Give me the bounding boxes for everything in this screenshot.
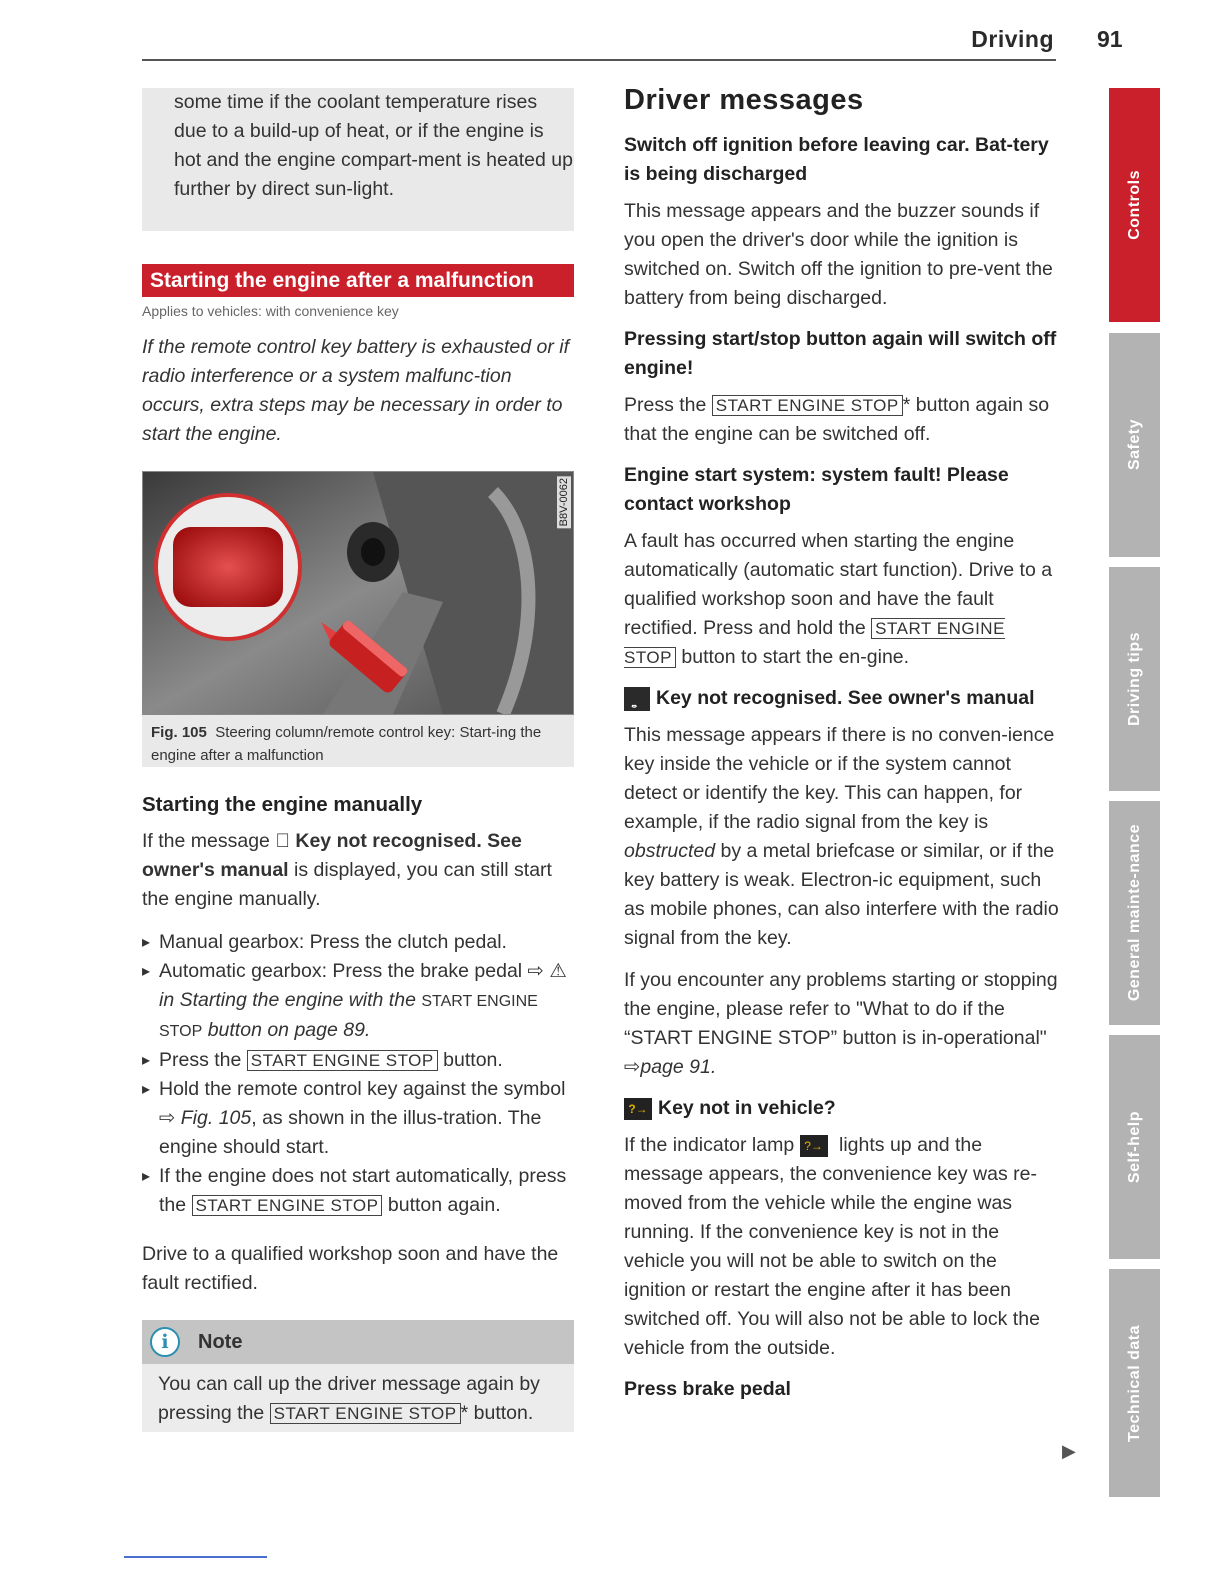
tab-self-help[interactable] (1109, 1035, 1160, 1259)
text-span: button to start the en-gine. (681, 646, 910, 668)
text-span: If the message (142, 830, 270, 852)
caption-text: Steering column/remote control key: Start-ing the engine after a malfunction (151, 724, 542, 764)
key-signal-icon (624, 687, 650, 711)
page-reference: page 91. (640, 1056, 717, 1078)
continued-text-box (142, 88, 574, 231)
text-span: button again. (387, 1194, 501, 1216)
list-item (142, 1075, 574, 1162)
text-span: is displayed, you can still start the engine manually. (142, 859, 552, 910)
list-item (142, 957, 574, 1046)
page-number: 91 (1097, 26, 1123, 52)
text-italic: in Starting the engine with the (159, 989, 416, 1011)
section-title: Driving (971, 26, 1054, 52)
message-text: This message appears and the buzzer sounds if you open the driver's door while the ignition is switched on. Switch off the ignition to pre-vent the battery from being discharged. (624, 200, 1053, 309)
message-text (624, 1131, 1060, 1363)
figure-code: B8V-0062 (558, 478, 570, 527)
arrow-ref-icon: ⇨ (624, 1056, 641, 1078)
text-span: Hold the remote control key against the symbol (159, 1078, 566, 1100)
driver-messages-title: Driver messages (624, 84, 864, 116)
info-icon: i (150, 1327, 180, 1357)
figure-105 (142, 471, 574, 715)
workshop-text: Drive to a qualified workshop soon and have the fault rectified. (142, 1243, 559, 1294)
text-italic: Fig. 105 (180, 1107, 252, 1129)
manual-start-heading: Starting the engine manually (142, 793, 423, 816)
warning-icon: ⚠ (549, 960, 567, 982)
start-engine-stop-key: START ENGINE STOP (270, 1403, 461, 1424)
list-item: ▸ Manual gearbox: Press the clutch pedal. (142, 928, 574, 957)
message-heading: Engine start system: system fault! Please contact workshop (624, 464, 1009, 515)
text-span: If you encounter any problems starting or stopping the engine, please refer to "What to do if the “START ENGINE STOP” button is in-operational" (624, 969, 1058, 1049)
continued-text: some time if the coolant temperature rises due to a build-up of heat, or if the engine is hot and the engine compart-ment is heated up further by direct sun-light. (174, 91, 573, 200)
text-span: lights up and the message appears, the convenience key was re-moved from the vehicle while the engine was running. If the convenience key is not in the vehicle you will not be able to switch on the ignition or restart the engine after it has been switched off. You will also not be able to lock the vehicle from the outside. (624, 1134, 1040, 1359)
text-span: button again so that the engine can be switched off. (624, 394, 1050, 445)
tab-label: Driving tips (1126, 631, 1143, 726)
text-span: Key not in vehicle? (658, 1097, 836, 1119)
tab-controls[interactable] (1109, 88, 1160, 322)
message-heading (624, 684, 1060, 713)
tab-general-maintenance[interactable] (1109, 801, 1160, 1025)
message-text (624, 721, 1060, 953)
text-span: by a metal briefcase or similar, or if the key battery is weak. Electron-ic equipment, such as mobile phones, can also interfere with the radio signal from the key. (624, 840, 1059, 949)
page-header (142, 26, 1056, 61)
arrow-ref-icon: ⇨ (527, 960, 544, 982)
text-italic: button on page 89. (207, 1019, 371, 1041)
message-text (624, 527, 1060, 672)
tab-label: Technical data (1126, 1324, 1143, 1442)
tab-driving-tips[interactable] (1109, 567, 1160, 791)
footer-link-line (124, 1556, 267, 1558)
tab-label: General mainte-nance (1126, 824, 1143, 1002)
caption-label: Fig. 105 (151, 724, 207, 741)
tab-safety[interactable] (1109, 333, 1160, 557)
text-span: button. (443, 1049, 503, 1071)
text-span: Press the (159, 1049, 242, 1071)
message-text: Press the START ENGINE STOP * button again so that the engine can be switched off. (624, 394, 1050, 445)
start-engine-stop-key: START ENGINE STOP (247, 1050, 438, 1071)
text-span: Automatic gearbox: Press the brake pedal (159, 960, 523, 982)
start-engine-stop-key: START ENGINE STOP (192, 1195, 383, 1216)
text-italic: obstructed (624, 840, 716, 862)
text-span: button. (473, 1402, 534, 1424)
message-heading: Pressing start/stop button again will switch off engine! (624, 328, 1057, 379)
key-missing-icon: ?→ (800, 1135, 828, 1157)
text-span: If the indicator lamp (624, 1134, 795, 1156)
text-span: START ENGINE STOP (159, 993, 538, 1040)
continue-arrow-icon: ▶ (1062, 1441, 1076, 1461)
start-engine-stop-key: START ENGINE STOP (624, 619, 1005, 667)
note-title: Note (198, 1330, 243, 1353)
key-missing-icon: ?→ (624, 1098, 652, 1120)
tab-technical-data[interactable] (1109, 1269, 1160, 1497)
left-column (142, 88, 574, 1432)
tab-label: Safety (1126, 419, 1143, 471)
text-span: A fault has occurred when starting the engine automatically (automatic start function). Drive to a qualified workshop soon and have the fault rectified. Press and hold the (624, 530, 1053, 639)
text-span: If the engine does not start automatically, press the (159, 1165, 567, 1216)
message-heading (624, 1094, 1060, 1123)
applies-to: Applies to vehicles: with convenience key (142, 303, 399, 319)
note-header (142, 1320, 574, 1364)
tab-label: Self-help (1126, 1110, 1143, 1184)
manual-steps (142, 928, 574, 1220)
steering-column-illustration (143, 472, 573, 714)
text-span: Key not recognised. See owner's manual (656, 687, 1035, 709)
text-span: , as shown in the illus-tration. The engine should start. (159, 1107, 542, 1158)
section-heading: Starting the engine after a malfunction (142, 264, 574, 297)
message-heading: Press brake pedal (624, 1378, 791, 1400)
intro-text: If the remote control key battery is exhausted or if radio interference or a system malfunc-tion occurs, extra steps may be necessary in order to start the engine. (142, 336, 570, 445)
text-bold: Key not recognised. See owner's manual (142, 830, 522, 881)
tab-label: Controls (1126, 170, 1143, 240)
text-span: Press the (624, 394, 707, 416)
list-item (142, 1162, 574, 1220)
arrow-ref-icon: ⇨ (159, 1107, 176, 1129)
note-box (142, 1320, 574, 1432)
manual-start-text (142, 827, 574, 914)
start-engine-stop-key: START ENGINE STOP (712, 395, 903, 416)
text-span: This message appears if there is no conven-ience key inside the vehicle or if the system cannot detect or identify the key. This can happen, for example, if the radio signal from the key is (624, 724, 1055, 833)
figure-caption (142, 715, 574, 767)
message-heading: Switch off ignition before leaving car. Bat-tery is being discharged (624, 134, 1049, 185)
text-span: You can call up the driver message again by pressing the (158, 1373, 540, 1424)
right-column (624, 84, 1060, 1412)
note-body: You can call up the driver message again by pressing the START ENGINE STOP * button. (158, 1373, 540, 1424)
list-item (142, 1046, 574, 1075)
message-text (624, 966, 1060, 1082)
